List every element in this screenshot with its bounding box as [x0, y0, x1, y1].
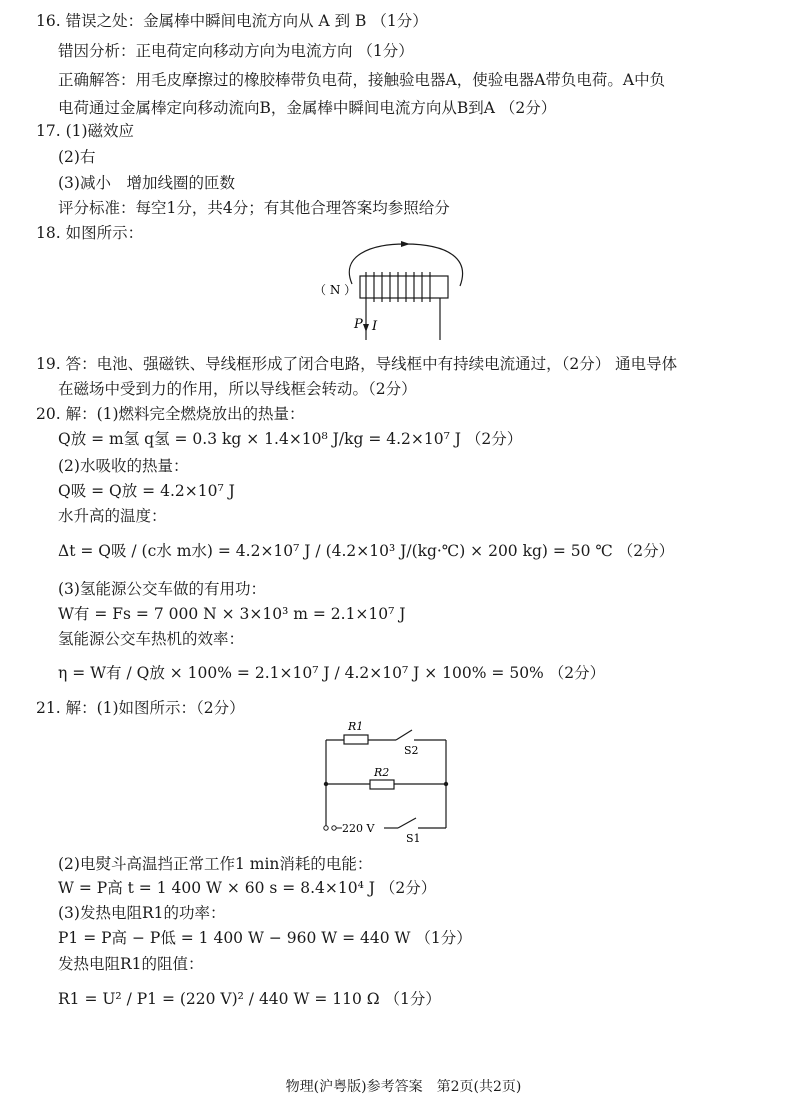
current-i-label: I	[372, 319, 378, 334]
q20-line-2: (2)水吸收的热量：	[58, 457, 189, 475]
s2-label: S2	[404, 744, 419, 757]
r2-label: R2	[374, 766, 390, 779]
q21-line-4: 发热电阻R1的阻值：	[58, 955, 204, 973]
q17-line-2: (2)右	[58, 148, 96, 166]
q21-eq-2: P1 = P高 − P低 = 1 400 W − 960 W = 440 W （1分）	[58, 929, 472, 947]
q17-line-4: 评分标准：每空1分，共4分；有其他合理答案均参照给分	[58, 199, 450, 217]
q16-line-3: 正确解答：用毛皮摩擦过的橡胶棒带负电荷，接触验电器A，使验电器A带负电荷。A中负	[58, 71, 666, 89]
q21-line-3: (3)发热电阻R1的功率：	[58, 904, 226, 922]
q16-line-2: 错因分析：正电荷定向移动方向为电流方向 （1分）	[58, 42, 414, 60]
r1-label: R1	[348, 720, 364, 733]
q20-eq-3: Δt = Q吸 / (c水 m水) = 4.2×10⁷ J / (4.2×10³ J/(kg·℃) × 200 kg) = 50 ℃ （2分）	[58, 542, 675, 560]
solenoid-diagram	[300, 236, 500, 346]
s1-label: S1	[406, 832, 421, 845]
q20-line-1: 20. 解：(1)燃料完全燃烧放出的热量：	[36, 405, 305, 423]
q18-line-1: 18. 如图所示：	[36, 224, 144, 242]
q17-line-3: (3)减小 增加线圈的匝数	[58, 174, 235, 192]
q20-eq-4: W有 = Fs = 7 000 N × 3×10³ m = 2.1×10⁷ J	[58, 605, 406, 623]
q19-line-2: 在磁场中受到力的作用，所以导线框会转动。（2分）	[58, 380, 417, 398]
page-footer: 物理(沪粤版)参考答案 第2页(共2页)	[285, 1079, 522, 1095]
q20-eq-1: Q放 = m氢 q氢 = 0.3 kg × 1.4×10⁸ J/kg = 4.2×10⁷ J （2分）	[58, 430, 523, 448]
q20-eq-2: Q吸 = Q放 = 4.2×10⁷ J	[58, 482, 235, 500]
q16-line-1: 16. 错误之处：金属棒中瞬间电流方向从 A 到 B （1分）	[36, 12, 428, 30]
q20-line-3: 水升高的温度：	[58, 507, 167, 525]
q17-line-1: 17. (1)磁效应	[36, 122, 135, 140]
q21-line-2: (2)电熨斗高温挡正常工作1 min消耗的电能：	[58, 855, 373, 873]
q16-line-4: 电荷通过金属棒定向移动流向B，金属棒中瞬间电流方向从B到A （2分）	[58, 99, 557, 117]
q20-eq-5: η = W有 / Q放 × 100% = 2.1×10⁷ J / 4.2×10⁷ J × 100% = 50% （2分）	[58, 664, 606, 682]
q20-line-4: (3)氢能源公交车做的有用功：	[58, 580, 266, 598]
q20-line-5: 氢能源公交车热机的效率：	[58, 630, 245, 648]
north-pole-label: （ N ）	[314, 283, 357, 297]
voltage-label: 220 V	[342, 822, 375, 835]
point-p-label: P	[354, 317, 363, 332]
q19-line-1: 19. 答：电池、强磁铁、导线框形成了闭合电路，导线框中有持续电流通过，（2分） 通电导体	[36, 355, 678, 373]
q21-eq-1: W = P高 t = 1 400 W × 60 s = 8.4×10⁴ J （2分）	[58, 879, 437, 897]
q21-line-1: 21. 解：(1)如图所示：（2分）	[36, 699, 245, 717]
q21-eq-3: R1 = U² / P1 = (220 V)² / 440 W = 110 Ω （1分）	[58, 990, 441, 1008]
circuit-diagram	[318, 716, 458, 846]
